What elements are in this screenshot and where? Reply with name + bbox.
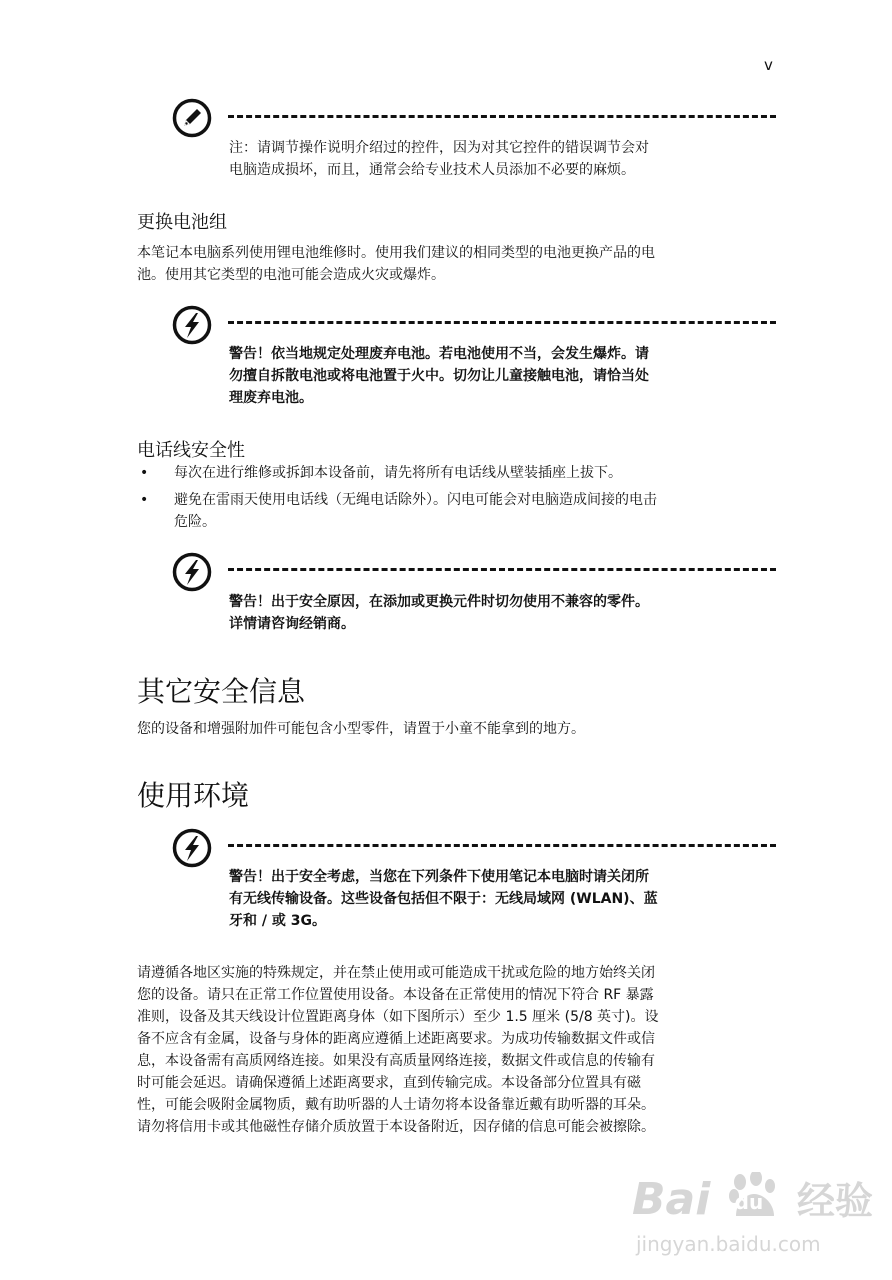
battery-heading: 更换电池组 — [137, 212, 227, 233]
warning3-divider — [228, 844, 776, 847]
environment-warning-line: 有无线传输设备。这些设备包括但不限于：无线局域网 (WLAN)、蓝 — [229, 891, 658, 907]
warning1-text — [229, 343, 649, 409]
other-safety-heading: 其它安全信息 — [137, 675, 306, 708]
bullet-text: 危险。 — [174, 514, 216, 530]
note-text — [229, 137, 649, 181]
environment-paragraph — [137, 962, 659, 1138]
battery-line: 本笔记本电脑系列使用锂电池维修时。使用我们建议的相同类型的电池更换产品的电 — [137, 245, 655, 261]
lightning-warning-icon — [172, 305, 212, 349]
environment-line: 准则，设备及其天线设计位置距离身体（如下图所示）至少 1.5 厘米 (5/8 英寸)。设 — [137, 1009, 659, 1025]
note-line: 注：请调节操作说明介绍过的控件，因为对其它控件的错误调节会对 — [229, 140, 649, 156]
environment-line: 时可能会延迟。请确保遵循上述距离要求，直到传输完成。本设备部分位置具有磁 — [137, 1075, 641, 1091]
environment-line: 请勿将信用卡或其他磁性存储介质放置于本设备附近，因存储的信息可能会被擦除。 — [137, 1119, 655, 1135]
warning1-divider — [228, 321, 776, 324]
other-safety-text: 您的设备和增强附加件可能包含小型零件，请置于小童不能拿到的地方。 — [137, 721, 585, 737]
pencil-note-icon — [172, 98, 212, 142]
watermark-suffix: 经验 — [796, 1179, 873, 1223]
watermark-logo — [632, 1170, 873, 1225]
battery-line: 池。使用其它类型的电池可能会造成火灾或爆炸。 — [137, 267, 445, 283]
environment-line: 您的设备。请只在正常工作位置使用设备。本设备在正常使用的情况下符合 RF 暴露 — [137, 987, 654, 1003]
phone-heading: 电话线安全性 — [137, 440, 245, 461]
watermark-paw-text: du — [734, 1190, 764, 1214]
battery-paragraph — [137, 242, 655, 286]
bullet-text: 每次在进行维修或拆卸本设备前，请先将所有电话线从壁装插座上拔下。 — [174, 465, 622, 481]
environment-line: 性，可能会吸附金属物质，戴有助听器的人士请勿将本设备靠近戴有助听器的耳朵。 — [137, 1097, 655, 1113]
environment-warning-text — [229, 866, 658, 932]
bullet-mark: • — [140, 492, 149, 508]
warning1-line: 警告！依当地规定处理废弃电池。若电池使用不当，会发生爆炸。请 — [229, 346, 649, 362]
environment-heading: 使用环境 — [137, 779, 250, 812]
bullet-text: 避免在雷雨天使用电话线（无绳电话除外）。闪电可能会对电脑造成间接的电击 — [174, 492, 657, 508]
baidu-paw-icon — [726, 1172, 782, 1222]
environment-warning-line: 警告！出于安全考虑，当您在下列条件下使用笔记本电脑时请关闭所 — [229, 869, 649, 885]
watermark-brand: Bai — [632, 1174, 711, 1225]
warning1-line: 理废弃电池。 — [229, 390, 313, 406]
warning1-line: 勿擅自拆散电池或将电池置于火中。切勿让儿童接触电池，请恰当处 — [229, 368, 649, 384]
watermark-url: jingyan.baidu.com — [636, 1232, 821, 1256]
warning2-divider — [228, 568, 776, 571]
environment-warning-line: 牙和 / 或 3G。 — [229, 913, 326, 929]
warning2-text — [229, 591, 649, 635]
warning2-line: 警告！出于安全原因，在添加或更换元件时切勿使用不兼容的零件。 — [229, 594, 649, 610]
environment-line: 息，本设备需有高质网络连接。如果没有高质量网络连接，数据文件或信息的传输有 — [137, 1053, 655, 1069]
lightning-warning-icon — [172, 828, 212, 872]
lightning-warning-icon — [172, 552, 212, 596]
environment-line: 备不应含有金属，设备与身体的距离应遵循上述距离要求。为成功传输数据文件或信 — [137, 1031, 655, 1047]
note-line: 电脑造成损坏，而且，通常会给专业技术人员添加不必要的麻烦。 — [229, 162, 635, 178]
environment-line: 请遵循各地区实施的特殊规定，并在禁止使用或可能造成干扰或危险的地方始终关闭 — [137, 965, 655, 981]
note-divider — [228, 115, 776, 118]
page-number: v — [764, 56, 773, 74]
baidu-watermark — [632, 1160, 872, 1270]
bullet-mark: • — [140, 465, 149, 481]
warning2-line: 详情请咨询经销商。 — [229, 616, 355, 632]
